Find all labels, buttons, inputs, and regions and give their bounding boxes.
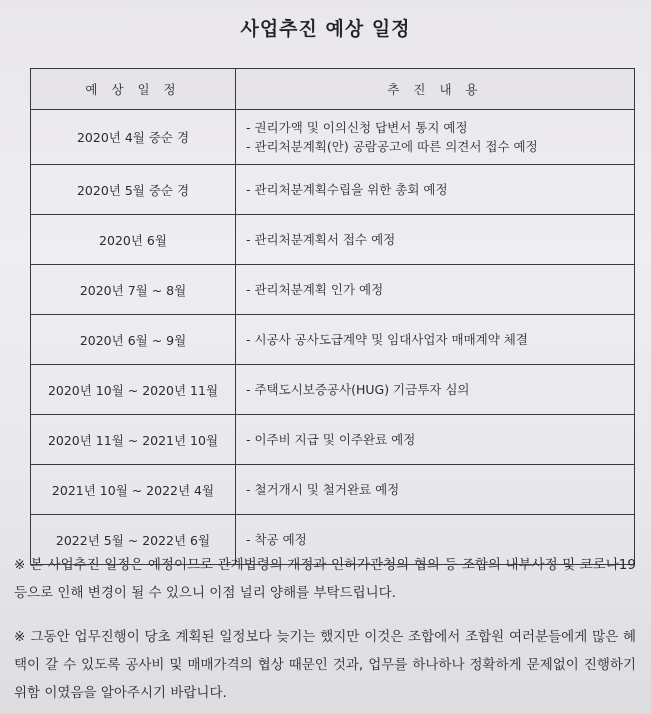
content-line: - 착공 예정 <box>246 532 307 547</box>
schedule-content <box>236 315 635 365</box>
schedule-content <box>236 110 635 165</box>
schedule-date: 2020년 10월 ~ 2020년 11월 <box>31 365 236 415</box>
content-line: - 관리처분계획수립을 위한 총회 예정 <box>246 182 448 197</box>
schedule-table <box>30 68 635 565</box>
table-row <box>31 365 635 415</box>
table-header-row <box>31 69 635 110</box>
schedule-content <box>236 265 635 315</box>
note-progress-delay: ※ 그동안 업무진행이 당초 계획된 일정보다 늦기는 했지만 이것은 조합에서 조합원 여러분들에게 많은 혜택이 갈 수 있도록 공사비 및 매매가격의 협상 때문인 것과, 업무를 하나하나 정확하게 문제없이 진행하기 위함 이였음을 알아주시기 바랍니다. <box>14 629 636 701</box>
schedule-content <box>236 415 635 465</box>
note-schedule-change: ※ 본 사업추진 일정은 예정이므로 관계법령의 개정과 인허가관청의 협의 등 조합의 내부사정 및 코로나19 등으로 인해 변경이 될 수 있으니 이점 널리 양해를 부탁드립니다. <box>14 557 636 601</box>
content-line: - 관리처분계획(안) 공람공고에 따른 의견서 접수 예정 <box>246 139 538 154</box>
schedule-date: 2022년 5월 ~ 2022년 6월 <box>31 515 236 565</box>
table-row <box>31 265 635 315</box>
schedule-date: 2020년 5월 중순 경 <box>31 165 236 215</box>
content-line: - 권리가액 및 이의신청 답변서 통지 예정 <box>246 120 468 135</box>
schedule-content <box>236 165 635 215</box>
header-progress-content: 추 진 내 용 <box>236 69 635 110</box>
schedule-content <box>236 465 635 515</box>
schedule-date: 2020년 7월 ~ 8월 <box>31 265 236 315</box>
content-line: - 이주비 지급 및 이주완료 예정 <box>246 432 416 447</box>
schedule-date: 2020년 11월 ~ 2021년 10월 <box>31 415 236 465</box>
table-row <box>31 465 635 515</box>
schedule-content <box>236 365 635 415</box>
page-title: 사업추진 예상 일정 <box>240 18 411 40</box>
schedule-date: 2020년 4월 중순 경 <box>31 110 236 165</box>
content-line: - 주택도시보증공사(HUG) 기금투자 심의 <box>246 382 470 397</box>
table-row <box>31 165 635 215</box>
schedule-content <box>236 215 635 265</box>
schedule-date: 2021년 10월 ~ 2022년 4월 <box>31 465 236 515</box>
schedule-date: 2020년 6월 <box>31 215 236 265</box>
content-line: - 시공사 공사도급계약 및 임대사업자 매매계약 체결 <box>246 332 528 347</box>
content-line: - 관리처분계획 인가 예정 <box>246 282 384 297</box>
table-row <box>31 415 635 465</box>
content-line: - 관리처분계획서 접수 예정 <box>246 232 396 247</box>
table-row <box>31 215 635 265</box>
table-row <box>31 110 635 165</box>
schedule-date: 2020년 6월 ~ 9월 <box>31 315 236 365</box>
table-row <box>31 315 635 365</box>
header-expected-schedule: 예 상 일 정 <box>31 69 236 110</box>
content-line: - 철거개시 및 철거완료 예정 <box>246 482 400 497</box>
